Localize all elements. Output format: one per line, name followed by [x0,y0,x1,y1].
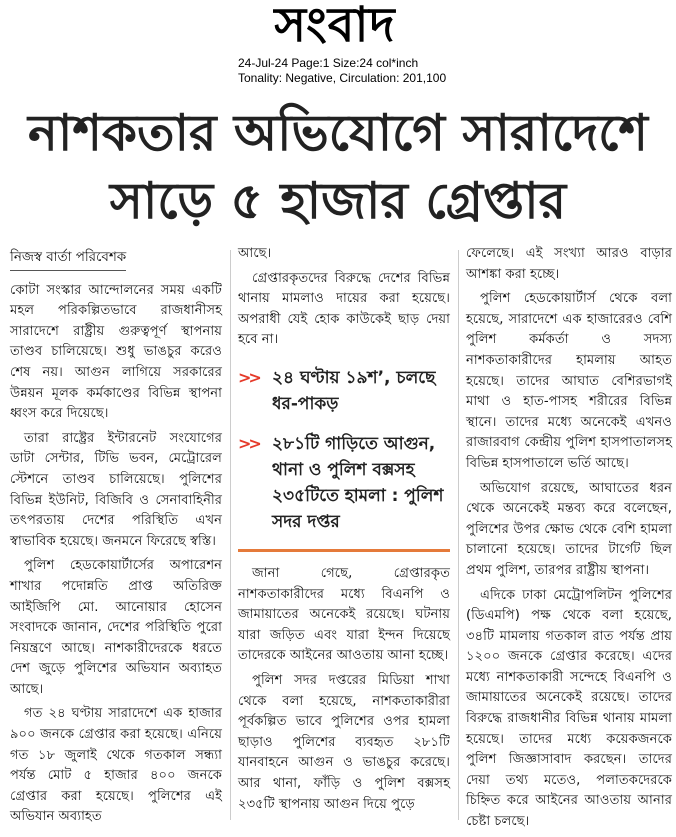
paragraph: পুলিশ সদর দপ্তরের মিডিয়া শাখা থেকে বলা হয়েছে, নাশকতাকারীরা পূর্বকল্পিত ভাবে পুলিশের ওপর হামলা ছাড়াও পুলিশের ব্যবহৃত ২৮১টি যানবাহনে আগুন ও ভাঙচুর করেছে। আর থানা, ফাঁড়ি ও পুলিশ বক্সসহ ২৩৫টি স্থাপনায় আগুন দিয়ে পুড়ে [238,672,450,812]
paragraph: ফেলেছে। এই সংখ্যা আরও বাড়ার আশঙ্কা করা হচ্ছে। [466,246,672,282]
article-column-1 [10,244,222,832]
clipping-meta [238,56,446,86]
pull-quote-divider [238,549,450,552]
pull-quote [238,431,450,535]
newspaper-masthead [200,0,470,53]
meta-page-size: 24-Jul-24 Page:1 Size:24 col*inch [238,56,419,70]
column-divider [230,250,231,820]
paragraph: পুলিশ হেডকোয়ার্টার্সের অপারেশন শাখার পদোন্নতি প্রাপ্ত অতিরিক্ত আইজিপি মো. আনোয়ার হোসেন সংবাদকে জানান, দেশের পরিস্থিতি পুরো নিয়ন্ত্রণে আছে। নাশকারীদেরকে ধরতে দেশ জুড়ে পুলিশের অভিযান অব্যাহত আছে। [10,558,222,697]
article-column-2 [238,244,450,819]
newspaper-logo: সংবাদ [274,0,396,53]
paragraph: গত ২৪ ঘণ্টায় সারাদেশে এক হাজার ৯০০ জনকে গ্রেপ্তার করা হয়েছে। এনিয়ে গত ১৮ জুলাই থেকে গতকাল সন্ধ্যা পর্যন্ত মোট ৫ হাজার ৪০০ জনকে গ্রেপ্তার করা হয়েছে। পুলিশের এই অভিযান অব্যাহত [10,706,222,825]
pull-quote-text: ২৪ ঘণ্টায় ১৯শ’, চলছে ধর-পাকড় [272,367,436,414]
double-arrow-icon: >> [238,367,259,387]
pull-quote-text: ২৮১টি গাড়িতে আগুন, থানা ও পুলিশ বক্সসহ ২৩৫টিতে হামলা : পুলিশ সদর দপ্তর [272,433,444,532]
meta-tonality-circulation: Tonality: Negative, Circulation: 201,100 [238,71,447,85]
double-arrow-icon: >> [238,433,259,453]
byline: নিজস্ব বার্তা পরিবেশক [10,248,126,271]
paragraph: গ্রেপ্তারকৃতদের বিরুদ্ধে দেশের বিভিন্ন থানায় মামলাও দায়ের করা হয়েছে। অপরাধী যেই হোক কাউকেই ছাড় দেয়া হবে না। [238,270,450,348]
column-divider [458,250,459,820]
article-column-3 [466,244,672,837]
paragraph: কোটা সংস্কার আন্দোলনের সময় একটি মহল পরিকল্পিতভাবে রাজধানীসহ সারাদেশে রাষ্ট্রীয় গুরুত্বপূর্ণ স্থাপনায় তাণ্ডব চালিয়েছে। শুধু ভাঙচুর করেও শেষ নয়। আগুন লাগিয়ে সরকারের উন্নয়ন মূলক কর্মকাণ্ডের বিভিন্ন স্থাপনা ধ্বংস করে দিয়েছে। [10,282,222,422]
headline-line-1: নাশকতার অভিযোগে সারাদেশে [28,104,648,162]
paragraph: তারা রাষ্ট্রের ইন্টারনেট সংযোগের ডাটা সেন্টার, টিভি ভবন, মেট্রোরেল স্টেশনে তাণ্ডব চালিয়েছে। পুলিশের বিভিন্ন ইউনিট, বিজিবি ও সেনাবাহিনীর তৎপরতায় দেশের পরিস্থিতি এখন স্বাভাবিক হয়েছে। জনমনে ফিরেছে স্বস্তি। [10,430,222,549]
paragraph: অভিযোগ রয়েছে, আঘাতের ধরন থেকে অনেকেই মন্তব্য করে বলেছেন, পুলিশের উপর ক্ষোভ থেকে বেশি হামলা চালানো হয়েছে। তাদের টার্গেট ছিল প্রথম পুলিশ, তারপর রাষ্ট্রীয় স্থাপনা। [466,480,672,578]
pull-quote-block [238,365,450,552]
paragraph: পুলিশ হেডকোয়ার্টার্স থেকে বলা হয়েছে, সারাদেশে এক হাজারেরও বেশি পুলিশ কর্মকর্তা ও সদস্য নাশকতাকারীদের হামলায় আহত হয়েছে। তাদের আঘাত বেশিরভাগই মাথা ও হাত-পাসহ শরীরের বিভিন্ন স্থানে। তাদের মধ্যে অনেকেই এখনও রাজারবাগ কেন্দ্রীয় পুলিশ হাসপাতালসহ বিভিন্ন হাসপাতালে ভর্তি আছে। [466,291,672,471]
headline-line-2: সাড়ে ৫ হাজার গ্রেপ্তার [109,172,567,230]
paragraph: জানা গেছে, গ্রেপ্তারকৃত নাশকতাকারীদের মধ্যে বিএনপি ও জামায়াতের অনেকেই রয়েছে। ঘটনায় যারা জড়িত এবং যারা ইন্দন দিয়েছে তাদেরকে আইনের আওতায় আনা হচ্ছে। [238,565,450,664]
pull-quote [238,365,450,417]
paragraph: আছে। [238,246,272,261]
paragraph: এদিকে ঢাকা মেট্রোপলিটন পুলিশের (ডিএমপি) পক্ষ থেকে বলা হয়েছে, ৩৪টি মামলায় গতকাল রাত পর্যন্ত প্রায় ১২০০ জনকে গ্রেপ্তার করেছে। এদের মধ্যে নাশকতাকারী সন্দেহে বিএনপি ও জামায়াতের অনেকেই রয়েছে। তাদের বিরুদ্ধে রাজধানীর বিভিন্ন থানায় মামলা হয়েছে। তাদের মধ্যে কয়েকজনকে পুলিশ জিজ্ঞাসাবাদ করছেন। তাদের দেয়া তথ্য মতেও, পলাতকদেরকে চিহ্নিত করে আইনের আওতায় আনার চেষ্টা চলছে। [466,587,672,830]
